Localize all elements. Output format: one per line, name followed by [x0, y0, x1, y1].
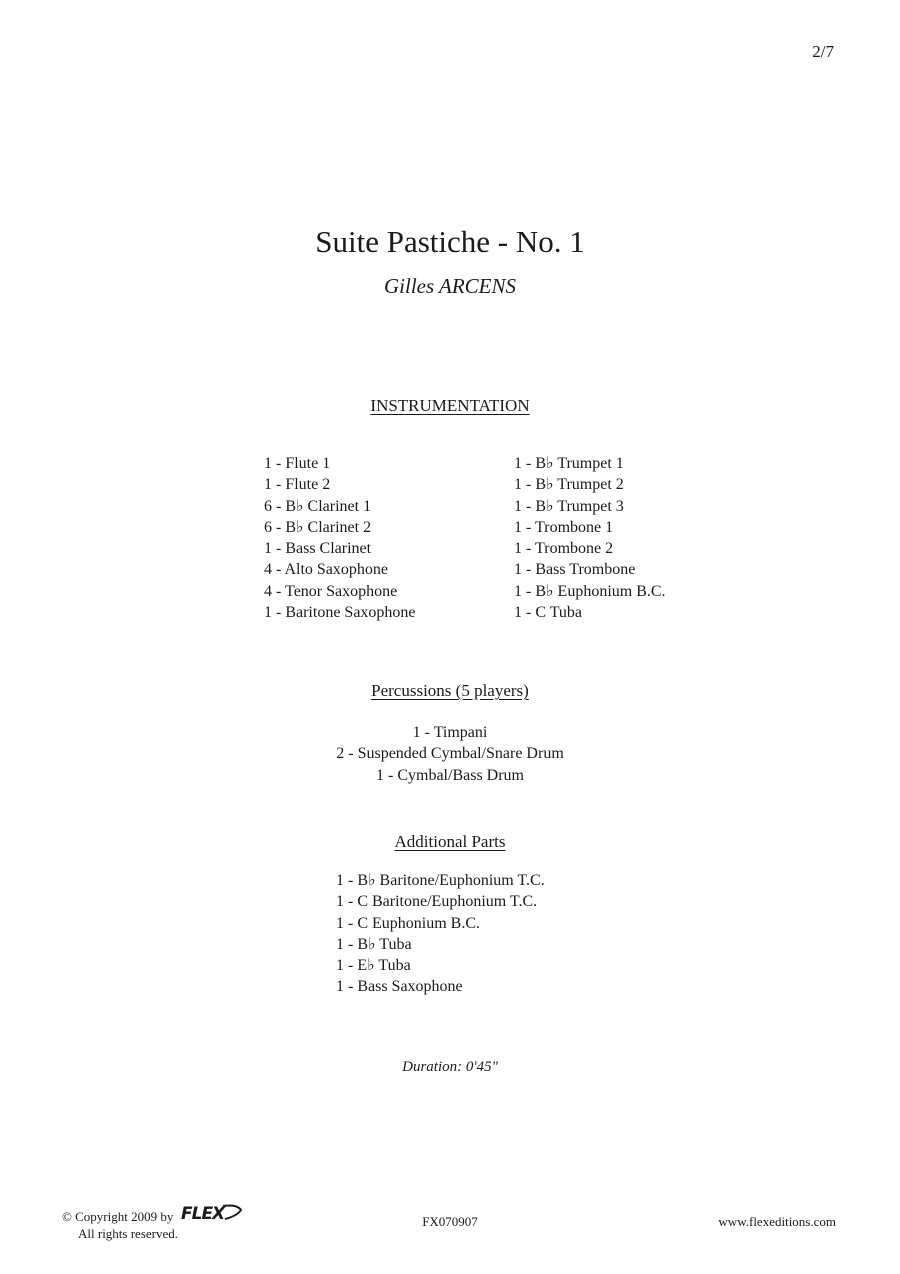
instrument-item: 4 - Alto Saxophone	[264, 561, 388, 579]
instrument-item: 1 - C Tuba	[514, 604, 583, 622]
instrument-item: 1 - Bass Trombone	[514, 561, 636, 579]
instrument-item: 1 - B♭ Trumpet 3	[514, 497, 624, 515]
piece-title: Suite Pastiche - No. 1	[315, 224, 585, 259]
additional-parts-heading: Additional Parts	[394, 832, 506, 851]
copyright-text: © Copyright 2009 by	[62, 1209, 174, 1224]
instrument-item: 1 - Baritone Saxophone	[264, 604, 416, 622]
instrumentation-right-column	[514, 453, 666, 623]
additional-part-item: 1 - E♭ Tuba	[336, 957, 411, 975]
instrument-item: 1 - Trombone 1	[514, 518, 614, 536]
website-link[interactable]: www.flexeditions.com	[718, 1214, 836, 1229]
instrument-item: 1 - Bass Clarinet	[264, 540, 372, 558]
instrument-item: 1 - Flute 2	[264, 476, 331, 494]
instrument-item: 1 - B♭ Euphonium B.C.	[514, 582, 666, 600]
percussions-list	[0, 722, 900, 786]
additional-parts-list	[336, 870, 545, 998]
percussions-heading: Percussions (5 players)	[371, 681, 529, 700]
additional-part-item: 1 - Bass Saxophone	[336, 978, 463, 996]
additional-part-item: 1 - B♭ Tuba	[336, 935, 412, 953]
instrumentation-heading: INSTRUMENTATION	[370, 396, 530, 415]
percussion-item: 2 - Suspended Cymbal/Snare Drum	[336, 745, 564, 763]
instrument-item: 1 - Trombone 2	[514, 540, 614, 558]
percussion-item: 1 - Cymbal/Bass Drum	[376, 766, 524, 784]
additional-part-item: 1 - C Euphonium B.C.	[336, 914, 481, 932]
additional-part-item: 1 - B♭ Baritone/Euphonium T.C.	[336, 872, 545, 889]
composer-name: Gilles ARCENS	[383, 274, 517, 298]
instrument-item: 1 - B♭ Trumpet 1	[514, 455, 624, 472]
instrument-item: 1 - Flute 1	[264, 455, 331, 472]
duration: Duration: 0'45"	[402, 1059, 498, 1075]
instrument-item: 4 - Tenor Saxophone	[264, 582, 398, 600]
percussion-item: 1 - Timpani	[412, 724, 488, 741]
instrument-item: 6 - B♭ Clarinet 2	[264, 518, 372, 536]
instrumentation-left-column	[264, 453, 416, 623]
page-number: 2/7	[812, 42, 834, 61]
instrument-item: 1 - B♭ Trumpet 2	[514, 476, 624, 494]
rights-text: All rights reserved.	[78, 1226, 179, 1241]
additional-part-item: 1 - C Baritone/Euphonium T.C.	[336, 893, 538, 911]
instrument-item: 6 - B♭ Clarinet 1	[264, 497, 372, 515]
catalog-number: FX070907	[422, 1214, 478, 1229]
logo-text: FLEX	[180, 1204, 224, 1224]
